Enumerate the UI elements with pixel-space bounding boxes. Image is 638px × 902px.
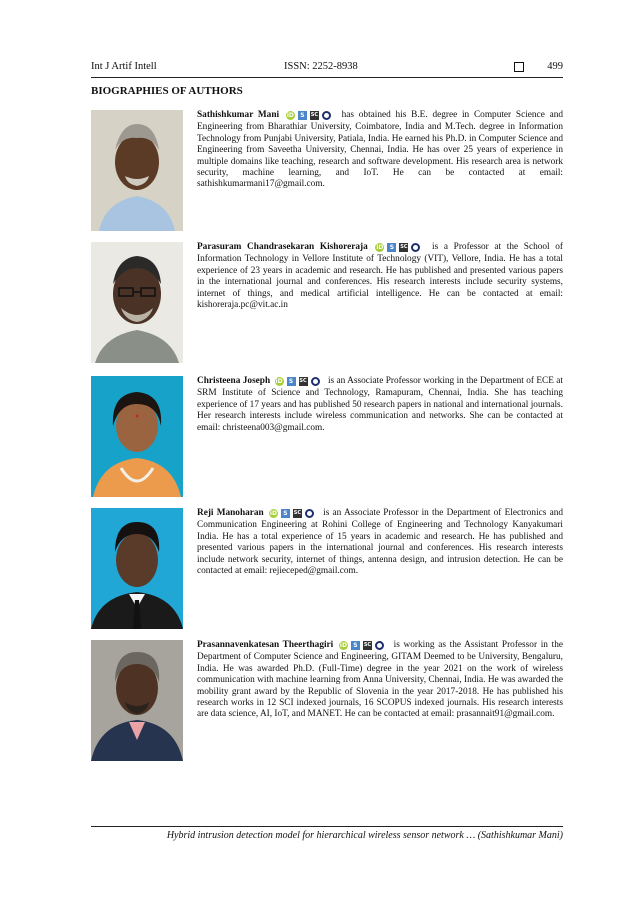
publons-icon[interactable] [411, 243, 420, 252]
profile-icons [275, 377, 323, 388]
author-bio [91, 110, 563, 232]
profile-icons [339, 641, 387, 652]
author-description: has obtained his B.E. degree in Computer Science and Engineering from Bharathiar University, Coimbatore, India and M.Tech. degree in Information Technology from Punjabi University, Patiala, India. He earned his Ph.D. in Computer Science and Engineering from Saveetha University, Chennai, India. He has over 25 years of experience in multiple domains like teaching, research and software development. His research area is network security, machine learning, and IoT. He can be contacted at email: sathishkumarmani17@gmail.com. [197, 110, 563, 190]
google-scholar-icon[interactable]: S [387, 243, 396, 252]
author-bio [91, 508, 563, 630]
issn: ISSN: 2252-8938 [284, 61, 358, 72]
author-photo [91, 242, 183, 363]
author-name: Prasannavenkatesan Theerthagiri [197, 640, 334, 650]
author-name: Reji Manoharan [197, 508, 264, 518]
orcid-icon[interactable]: iD [376, 244, 384, 252]
author-bio [91, 640, 563, 762]
author-photo [91, 376, 183, 497]
author-bio [91, 376, 563, 498]
scopus-icon[interactable]: SC [293, 510, 302, 517]
profile-icons [269, 509, 317, 520]
author-name: Sathishkumar Mani [197, 110, 280, 120]
orcid-icon[interactable]: iD [286, 112, 294, 120]
running-footer: Hybrid intrusion detection model for hierarchical wireless sensor network … (Sathishkumar Mani) [166, 830, 563, 841]
google-scholar-icon[interactable]: S [298, 111, 307, 120]
publons-icon[interactable] [322, 111, 331, 120]
author-description: is an Associate Professor working in the Department of ECE at SRM Institute of Science and Technology, Ramapuram, Chennai, India. She has teaching experience of 17 years and has published 50 research papers in national and international journals. Her research interests include wireless communication and networks. She can be contacted at email: christeena003@gmail.com. [197, 376, 563, 433]
google-scholar-icon[interactable]: S [281, 509, 290, 518]
profile-icons [375, 243, 423, 254]
author-description: is an Associate Professor in the Department of Electronics and Communication Engineering at Rohini College of Engineering and Technology Kanyakumari India. He has a total experience of 15 years in academic and research. He has published and presented various papers in the international journal and conferences. His research interests include network security, internet of things, antenna design, and intrusion detection. He can be contacted at email: rejieceped@gmail.com. [197, 508, 564, 577]
author-photo [91, 110, 183, 231]
author-description: is a Professor at the School of Information Technology in Vellore Institute of Technology (VIT), Vellore, India. He has a total experience of 23 years in academic and research. He has published and presented various papers in the international journal and conferences. His research interests include security systems, internet of things, and medical artificial intelligence. He can be contacted at email: kishoreraja.pc@vit.ac.in [197, 242, 563, 311]
section-title: BIOGRAPHIES OF AUTHORS [91, 85, 243, 97]
scopus-icon[interactable]: SC [299, 378, 307, 385]
author-bio [91, 242, 563, 364]
publons-icon[interactable] [375, 641, 384, 650]
profile-icons [286, 111, 334, 122]
google-scholar-icon[interactable]: S [351, 641, 360, 650]
author-photo [91, 640, 183, 761]
scopus-icon[interactable]: SC [400, 244, 408, 251]
footer-rule [91, 826, 563, 827]
author-photo [91, 508, 183, 629]
scopus-icon[interactable]: SC [363, 642, 372, 649]
orcid-icon[interactable]: iD [269, 510, 277, 518]
running-header [91, 61, 563, 75]
checkbox-square-icon [514, 62, 524, 72]
publons-icon[interactable] [305, 509, 314, 518]
orcid-icon[interactable]: iD [275, 378, 283, 386]
journal-name: Int J Artif Intell [91, 61, 157, 72]
header-rule [91, 77, 563, 78]
orcid-icon[interactable]: iD [339, 642, 347, 650]
author-name: Christeena Joseph [197, 376, 271, 386]
author-name: Parasuram Chandrasekaran Kishoreraja [197, 242, 368, 252]
page-number: 499 [547, 61, 563, 72]
google-scholar-icon[interactable]: S [287, 377, 296, 386]
author-description: is working as the Assistant Professor in the Department of Computer Science and Engineering, GITAM Deemed to be University, Bengaluru, India. He was awarded Ph.D. (Full-Time) degree in the year 2021 on the work of wireless communication with machine learning from Anna University, Chennai, India. He was awarded the mobility grant award by the Republic of Slovenia in the year 2017-2018. He has published his research works in 12 SCI indexed journals, 16 SCOPUS indexed journals. His research interests are data science, AI, IoT, and MANET. He can be contacted at email: prasannait91@gmail.com. [197, 640, 563, 720]
publons-icon[interactable] [311, 377, 320, 386]
scopus-icon[interactable]: SC [310, 112, 318, 119]
